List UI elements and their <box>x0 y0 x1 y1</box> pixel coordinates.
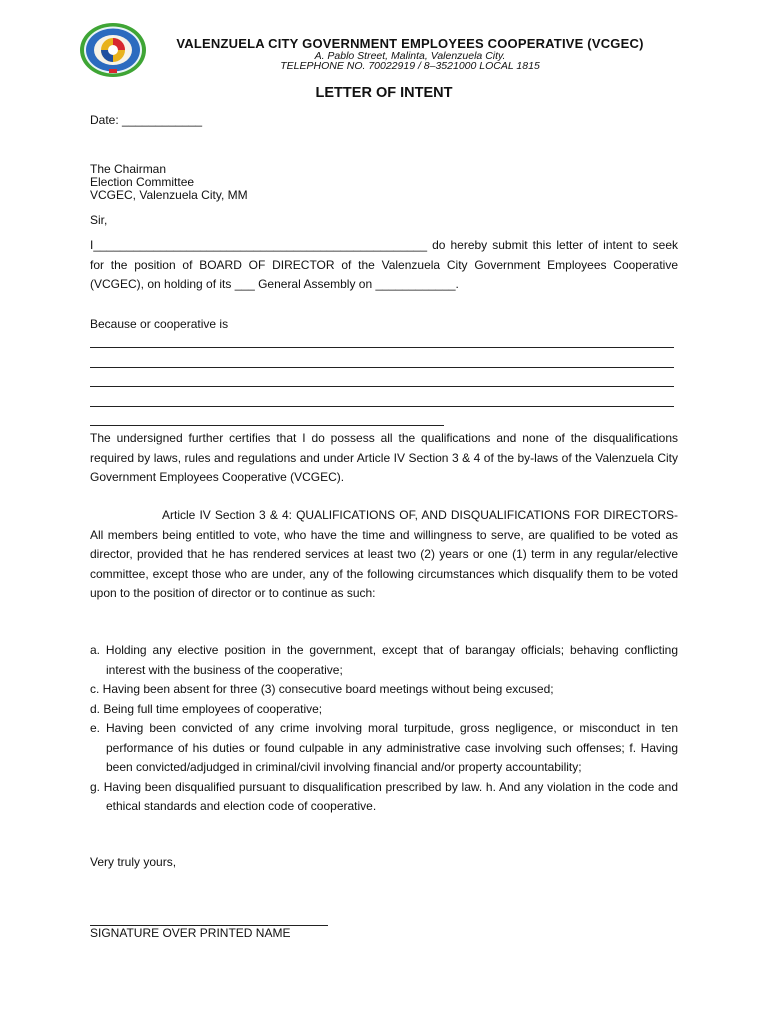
blank-line <box>90 347 674 348</box>
list-item: e. Having been convicted of any crime involving moral turpitude, gross negligence, or misconduct in ten performance of his duties or found culpable in any administrative case involving such offenses; f. Having been convicted/adjudged in criminal/civil involving financial and/or property accountability; <box>90 721 678 774</box>
recipient-line-2: Election Committee <box>90 175 195 189</box>
disqualification-list <box>90 641 678 817</box>
date-line: Date: ____________ <box>90 113 203 127</box>
recipient-line-3: VCGEC, Valenzuela City, MM <box>90 188 248 202</box>
organization-name: VALENZUELA CITY GOVERNMENT EMPLOYEES COOPERATIVE (VCGEC) <box>176 36 644 51</box>
blank-line <box>90 425 444 426</box>
intent-paragraph: I__________________________________________________ do hereby submit this letter of intent to seek for the position of BOARD OF DIRECTOR of the Valenzuela City Government Employees Cooperative (VCGEC), on holding of its ___ General Assembly on ____________. <box>90 238 678 291</box>
signature-label: SIGNATURE OVER PRINTED NAME <box>90 926 291 940</box>
certification-paragraph: The undersigned further certifies that I do possess all the qualifications and none of the disqualifications required by laws, rules and regulations and under Article IV Section 3 & 4 of the by-laws of the Valenzuela City Government Employees Cooperative (VCGEC). <box>90 431 678 484</box>
closing: Very truly yours, <box>90 855 177 869</box>
list-item: d. Being full time employees of cooperative; <box>90 701 323 716</box>
organization-address: A. Pablo Street, Malinta, Valenzuela City. <box>314 50 506 62</box>
blank-line <box>90 367 674 368</box>
document-title: LETTER OF INTENT <box>315 85 453 101</box>
salutation: Sir, <box>90 213 108 227</box>
recipient-line-1: The Chairman <box>90 162 167 176</box>
list-item: g. Having been disqualified pursuant to disqualification prescribed by law. h. And any violation in the code and ethical standards and election code of cooperative. <box>90 779 678 813</box>
article-paragraph: Article IV Section 3 & 4: QUALIFICATIONS OF, AND DISQUALIFICATIONS FOR DIRECTORS-All members being entitled to vote, who have the time and willingness to serve, are qualified to be voted as director, provided that he has rendered services at least two (2) years or one (1) term in any regular/elective committee, except those who are under, any of the following circumstances which disqualify them to be voted upon to the position of director or to continue as such: <box>90 508 678 600</box>
cooperative-seal-icon <box>79 22 147 78</box>
list-item: a. Holding any elective position in the government, except that of barangay officials; behaving conflicting interest with the business of the cooperative; <box>90 643 678 677</box>
organization-telephone: TELEPHONE NO. 70022919 / 8–3521000 LOCAL 1815 <box>280 60 540 72</box>
because-label: Because or cooperative is <box>90 317 229 331</box>
list-item: c. Having been absent for three (3) consecutive board meetings without being excused; <box>90 682 554 696</box>
blank-line <box>90 406 674 407</box>
blank-line <box>90 386 674 387</box>
